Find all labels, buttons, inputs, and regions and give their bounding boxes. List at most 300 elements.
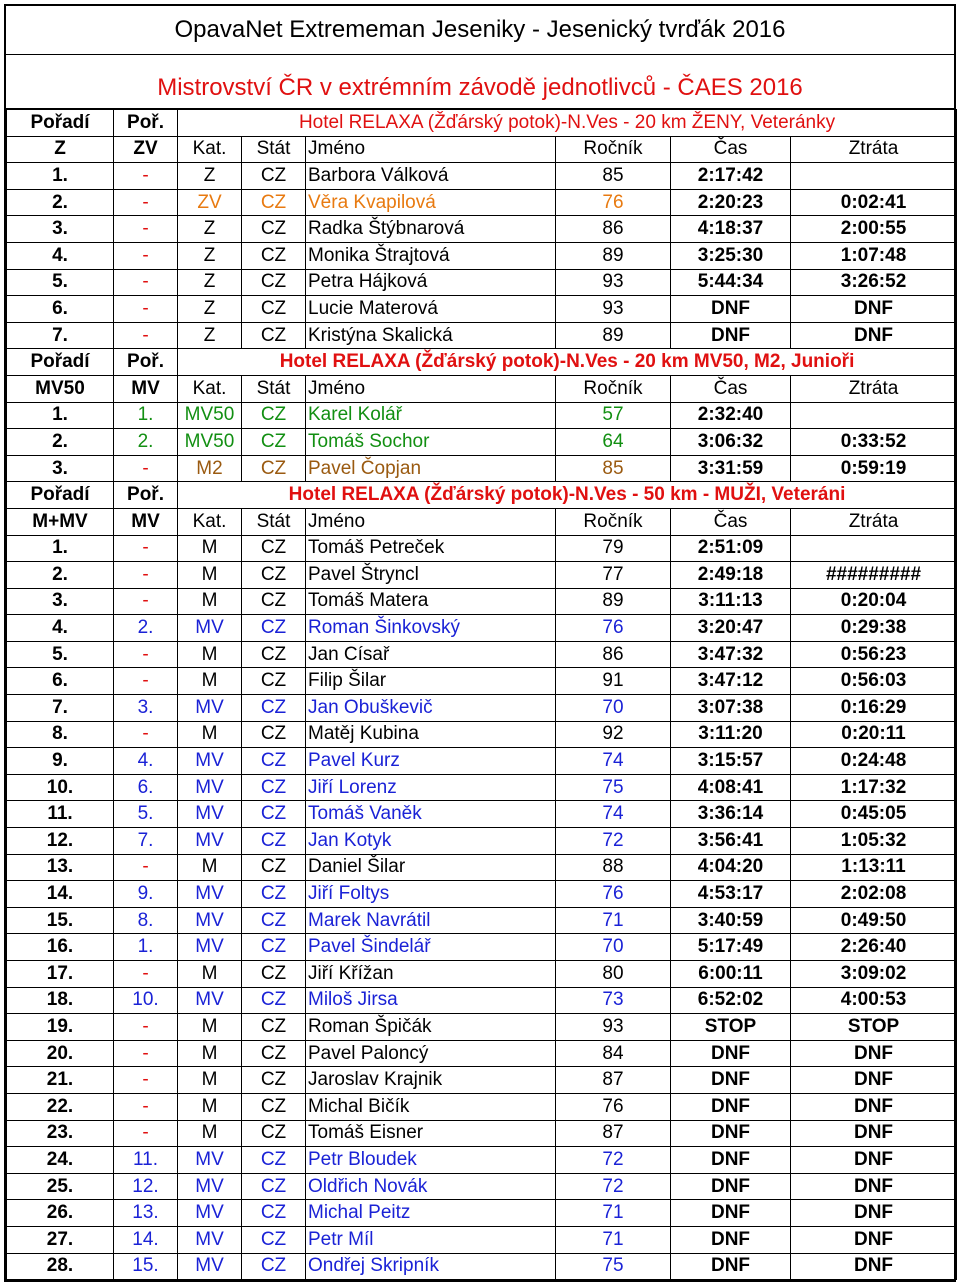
time-header: Čas xyxy=(671,508,791,535)
time-cell: 3:36:14 xyxy=(671,801,791,828)
name-cell: Daniel Šilar xyxy=(306,854,556,881)
rank-cell: 26. xyxy=(7,1200,114,1227)
table-row xyxy=(7,748,957,775)
year-cell: 77 xyxy=(556,562,671,589)
loss-cell: 0:20:11 xyxy=(791,721,957,748)
table-row xyxy=(7,668,957,695)
rank-cell: 7. xyxy=(7,695,114,722)
country-cell: CZ xyxy=(242,562,306,589)
rank-cell: 2. xyxy=(7,562,114,589)
country-cell: CZ xyxy=(242,242,306,269)
time-cell: DNF xyxy=(671,1226,791,1253)
rank-cell: 28. xyxy=(7,1253,114,1280)
country-cell: CZ xyxy=(242,163,306,190)
category-rank-cell: 13. xyxy=(114,1200,178,1227)
loss-cell: DNF xyxy=(791,1173,957,1200)
name-cell: Karel Kolář xyxy=(306,402,556,429)
category-cell: M xyxy=(178,1040,242,1067)
name-cell: Pavel Štryncl xyxy=(306,562,556,589)
rank-cell: 22. xyxy=(7,1093,114,1120)
results-table xyxy=(6,109,957,1280)
category-rank-cell: - xyxy=(114,1093,178,1120)
name-cell: Petr Bloudek xyxy=(306,1147,556,1174)
year-cell: 93 xyxy=(556,1014,671,1041)
country-cell: CZ xyxy=(242,535,306,562)
category-cell: M xyxy=(178,1067,242,1094)
category-rank-cell: 4. xyxy=(114,748,178,775)
time-cell: 4:08:41 xyxy=(671,774,791,801)
loss-cell: DNF xyxy=(791,1067,957,1094)
category-cell: Z xyxy=(178,322,242,349)
year-cell: 75 xyxy=(556,774,671,801)
results-table-body xyxy=(7,110,957,1280)
category-rank-cell: 7. xyxy=(114,828,178,855)
category-cell: Z xyxy=(178,296,242,323)
time-cell: 4:53:17 xyxy=(671,881,791,908)
time-cell: DNF xyxy=(671,1040,791,1067)
loss-cell: DNF xyxy=(791,1253,957,1280)
rank-cell: 23. xyxy=(7,1120,114,1147)
country-header: Stát xyxy=(242,508,306,535)
rank-cell: 5. xyxy=(7,269,114,296)
rank-header: M+MV xyxy=(7,508,114,535)
year-cell: 74 xyxy=(556,748,671,775)
country-cell: CZ xyxy=(242,1120,306,1147)
section-title: Hotel RELAXA (Žďárský potok)-N.Ves - 20 km ŽENY, Veteránky xyxy=(178,110,957,137)
table-row xyxy=(7,1120,957,1147)
year-cell: 72 xyxy=(556,1173,671,1200)
name-cell: Pavel Čopjan xyxy=(306,455,556,482)
loss-cell: 3:26:52 xyxy=(791,269,957,296)
country-cell: CZ xyxy=(242,881,306,908)
category-rank-cell: - xyxy=(114,322,178,349)
time-cell: 3:40:59 xyxy=(671,907,791,934)
rank-cell: 27. xyxy=(7,1226,114,1253)
category-rank-cell: - xyxy=(114,1014,178,1041)
year-header: Ročník xyxy=(556,375,671,402)
category-rank-cell: - xyxy=(114,189,178,216)
year-cell: 76 xyxy=(556,615,671,642)
country-cell: CZ xyxy=(242,1147,306,1174)
category-cell: M xyxy=(178,641,242,668)
loss-cell: 2:26:40 xyxy=(791,934,957,961)
loss-cell: 0:29:38 xyxy=(791,615,957,642)
loss-cell: 1:13:11 xyxy=(791,854,957,881)
category-rank-cell: - xyxy=(114,242,178,269)
rank-cell: 24. xyxy=(7,1147,114,1174)
time-cell: DNF xyxy=(671,1173,791,1200)
name-cell: Petr Míl xyxy=(306,1226,556,1253)
country-cell: CZ xyxy=(242,1226,306,1253)
table-row xyxy=(7,242,957,269)
table-row xyxy=(7,801,957,828)
loss-cell: 0:02:41 xyxy=(791,189,957,216)
rank2-label: Poř. xyxy=(114,110,178,137)
country-cell: CZ xyxy=(242,1253,306,1280)
loss-cell: DNF xyxy=(791,1040,957,1067)
rank-cell: 1. xyxy=(7,163,114,190)
loss-cell: 0:56:23 xyxy=(791,641,957,668)
country-cell: CZ xyxy=(242,269,306,296)
category-header: Kat. xyxy=(178,508,242,535)
name-cell: Radka Štýbnarová xyxy=(306,216,556,243)
category-cell: MV xyxy=(178,934,242,961)
category-cell: MV50 xyxy=(178,402,242,429)
time-cell: 3:06:32 xyxy=(671,429,791,456)
year-cell: 86 xyxy=(556,641,671,668)
name-cell: Ondřej Skripník xyxy=(306,1253,556,1280)
name-cell: Jiří Foltys xyxy=(306,881,556,908)
category-rank-cell: 5. xyxy=(114,801,178,828)
country-cell: CZ xyxy=(242,1014,306,1041)
category-cell: M xyxy=(178,1120,242,1147)
country-cell: CZ xyxy=(242,296,306,323)
name-header: Jméno xyxy=(306,136,556,163)
name-cell: Marek Navrátil xyxy=(306,907,556,934)
loss-header: Ztráta xyxy=(791,136,957,163)
table-row xyxy=(7,1253,957,1280)
loss-cell: DNF xyxy=(791,296,957,323)
year-cell: 86 xyxy=(556,216,671,243)
category-cell: M xyxy=(178,1014,242,1041)
country-cell: CZ xyxy=(242,668,306,695)
category-rank-cell: - xyxy=(114,854,178,881)
loss-cell: 0:16:29 xyxy=(791,695,957,722)
name-cell: Věra Kvapilová xyxy=(306,189,556,216)
time-cell: DNF xyxy=(671,1147,791,1174)
category-rank-cell: - xyxy=(114,163,178,190)
country-cell: CZ xyxy=(242,774,306,801)
time-cell: 3:56:41 xyxy=(671,828,791,855)
year-cell: 76 xyxy=(556,881,671,908)
category-rank-cell: 11. xyxy=(114,1147,178,1174)
time-header: Čas xyxy=(671,375,791,402)
rank-cell: 19. xyxy=(7,1014,114,1041)
table-row xyxy=(7,721,957,748)
country-cell: CZ xyxy=(242,721,306,748)
table-row xyxy=(7,615,957,642)
table-row xyxy=(7,455,957,482)
year-cell: 87 xyxy=(556,1067,671,1094)
category-rank-cell: - xyxy=(114,562,178,589)
rank-cell: 7. xyxy=(7,322,114,349)
loss-cell: 1:05:32 xyxy=(791,828,957,855)
category-cell: M xyxy=(178,961,242,988)
time-cell: DNF xyxy=(671,1200,791,1227)
name-cell: Matěj Kubina xyxy=(306,721,556,748)
loss-cell: 4:00:53 xyxy=(791,987,957,1014)
rank-cell: 1. xyxy=(7,535,114,562)
country-cell: CZ xyxy=(242,748,306,775)
name-cell: Roman Špičák xyxy=(306,1014,556,1041)
category-header: Kat. xyxy=(178,136,242,163)
loss-cell: 1:07:48 xyxy=(791,242,957,269)
time-cell: 6:00:11 xyxy=(671,961,791,988)
loss-header: Ztráta xyxy=(791,508,957,535)
loss-cell: 0:33:52 xyxy=(791,429,957,456)
time-cell: DNF xyxy=(671,1067,791,1094)
year-cell: 57 xyxy=(556,402,671,429)
country-cell: CZ xyxy=(242,1067,306,1094)
category-rank-header: MV xyxy=(114,375,178,402)
name-cell: Jan Kotyk xyxy=(306,828,556,855)
year-cell: 70 xyxy=(556,695,671,722)
category-rank-cell: 6. xyxy=(114,774,178,801)
rank-label: Pořadí xyxy=(7,349,114,376)
category-cell: MV xyxy=(178,881,242,908)
name-cell: Tomáš Eisner xyxy=(306,1120,556,1147)
year-cell: 85 xyxy=(556,455,671,482)
country-cell: CZ xyxy=(242,1173,306,1200)
name-cell: Roman Šinkovský xyxy=(306,615,556,642)
year-cell: 72 xyxy=(556,828,671,855)
name-cell: Michal Bičík xyxy=(306,1093,556,1120)
time-cell: DNF xyxy=(671,1120,791,1147)
year-cell: 88 xyxy=(556,854,671,881)
rank2-label: Poř. xyxy=(114,482,178,509)
name-cell: Michal Peitz xyxy=(306,1200,556,1227)
category-header: Kat. xyxy=(178,375,242,402)
time-cell: 2:51:09 xyxy=(671,535,791,562)
year-cell: 84 xyxy=(556,1040,671,1067)
name-cell: Jiří Lorenz xyxy=(306,774,556,801)
category-cell: Z xyxy=(178,242,242,269)
country-cell: CZ xyxy=(242,189,306,216)
category-rank-cell: 15. xyxy=(114,1253,178,1280)
section-title: Hotel RELAXA (Žďárský potok)-N.Ves - 20 km MV50, M2, Junioři xyxy=(178,349,957,376)
country-cell: CZ xyxy=(242,961,306,988)
table-row xyxy=(7,562,957,589)
loss-cell: 0:45:05 xyxy=(791,801,957,828)
year-cell: 76 xyxy=(556,189,671,216)
name-cell: Pavel Kurz xyxy=(306,748,556,775)
table-row xyxy=(7,1200,957,1227)
category-rank-cell: - xyxy=(114,535,178,562)
rank-cell: 12. xyxy=(7,828,114,855)
name-cell: Kristýna Skalická xyxy=(306,322,556,349)
category-rank-cell: 9. xyxy=(114,881,178,908)
category-rank-cell: 8. xyxy=(114,907,178,934)
name-cell: Jiří Křížan xyxy=(306,961,556,988)
time-cell: 3:15:57 xyxy=(671,748,791,775)
name-cell: Tomáš Petreček xyxy=(306,535,556,562)
loss-cell: DNF xyxy=(791,1147,957,1174)
table-row xyxy=(7,987,957,1014)
year-cell: 71 xyxy=(556,907,671,934)
country-cell: CZ xyxy=(242,216,306,243)
section-header-row xyxy=(7,482,957,509)
year-cell: 87 xyxy=(556,1120,671,1147)
table-row xyxy=(7,1173,957,1200)
time-cell: 3:11:20 xyxy=(671,721,791,748)
time-cell: 3:20:47 xyxy=(671,615,791,642)
category-cell: M xyxy=(178,1093,242,1120)
rank-cell: 11. xyxy=(7,801,114,828)
year-cell: 80 xyxy=(556,961,671,988)
category-cell: MV50 xyxy=(178,429,242,456)
rank-cell: 15. xyxy=(7,907,114,934)
year-cell: 70 xyxy=(556,934,671,961)
category-cell: MV xyxy=(178,828,242,855)
name-cell: Oldřich Novák xyxy=(306,1173,556,1200)
rank-cell: 13. xyxy=(7,854,114,881)
category-rank-header: ZV xyxy=(114,136,178,163)
year-cell: 71 xyxy=(556,1200,671,1227)
rank-header: MV50 xyxy=(7,375,114,402)
rank-label: Pořadí xyxy=(7,110,114,137)
rank-cell: 4. xyxy=(7,242,114,269)
category-cell: MV xyxy=(178,1253,242,1280)
loss-cell: 2:02:08 xyxy=(791,881,957,908)
year-cell: 71 xyxy=(556,1226,671,1253)
time-cell: 3:07:38 xyxy=(671,695,791,722)
rank-cell: 3. xyxy=(7,455,114,482)
year-cell: 89 xyxy=(556,242,671,269)
rank-cell: 2. xyxy=(7,429,114,456)
section-header-row xyxy=(7,110,957,137)
time-cell: 5:44:34 xyxy=(671,269,791,296)
country-cell: CZ xyxy=(242,615,306,642)
table-row xyxy=(7,641,957,668)
name-header: Jméno xyxy=(306,508,556,535)
country-cell: CZ xyxy=(242,854,306,881)
table-row xyxy=(7,588,957,615)
rank-label: Pořadí xyxy=(7,482,114,509)
country-cell: CZ xyxy=(242,695,306,722)
column-header-row xyxy=(7,136,957,163)
time-header: Čas xyxy=(671,136,791,163)
rank-cell: 25. xyxy=(7,1173,114,1200)
table-row xyxy=(7,907,957,934)
table-row xyxy=(7,1067,957,1094)
name-cell: Tomáš Sochor xyxy=(306,429,556,456)
loss-cell: 3:09:02 xyxy=(791,961,957,988)
country-cell: CZ xyxy=(242,429,306,456)
year-cell: 73 xyxy=(556,987,671,1014)
loss-header: Ztráta xyxy=(791,375,957,402)
year-cell: 72 xyxy=(556,1147,671,1174)
table-row xyxy=(7,296,957,323)
loss-cell: ######### xyxy=(791,562,957,589)
time-cell: DNF xyxy=(671,322,791,349)
country-cell: CZ xyxy=(242,1200,306,1227)
rank-cell: 14. xyxy=(7,881,114,908)
table-row xyxy=(7,429,957,456)
time-cell: 4:18:37 xyxy=(671,216,791,243)
table-row xyxy=(7,1014,957,1041)
name-cell: Jan Obuškevič xyxy=(306,695,556,722)
time-cell: 2:20:23 xyxy=(671,189,791,216)
category-rank-cell: 1. xyxy=(114,402,178,429)
category-rank-cell: - xyxy=(114,216,178,243)
table-row xyxy=(7,881,957,908)
rank-cell: 17. xyxy=(7,961,114,988)
table-row xyxy=(7,1093,957,1120)
time-cell: 3:31:59 xyxy=(671,455,791,482)
year-cell: 91 xyxy=(556,668,671,695)
loss-cell: 2:00:55 xyxy=(791,216,957,243)
name-cell: Monika Štrajtová xyxy=(306,242,556,269)
table-row xyxy=(7,402,957,429)
category-cell: MV xyxy=(178,987,242,1014)
time-cell: DNF xyxy=(671,1093,791,1120)
category-cell: MV xyxy=(178,695,242,722)
category-cell: M xyxy=(178,535,242,562)
category-cell: M xyxy=(178,588,242,615)
table-row xyxy=(7,322,957,349)
country-cell: CZ xyxy=(242,455,306,482)
category-rank-cell: - xyxy=(114,1067,178,1094)
category-cell: MV xyxy=(178,801,242,828)
category-cell: MV xyxy=(178,748,242,775)
year-header: Ročník xyxy=(556,508,671,535)
time-cell: DNF xyxy=(671,1253,791,1280)
category-cell: MV xyxy=(178,907,242,934)
year-cell: 74 xyxy=(556,801,671,828)
category-rank-cell: 2. xyxy=(114,429,178,456)
time-cell: 3:25:30 xyxy=(671,242,791,269)
rank-cell: 3. xyxy=(7,588,114,615)
table-row xyxy=(7,163,957,190)
loss-cell: 0:49:50 xyxy=(791,907,957,934)
section-header-row xyxy=(7,349,957,376)
loss-cell: 0:59:19 xyxy=(791,455,957,482)
loss-cell: 1:17:32 xyxy=(791,774,957,801)
year-header: Ročník xyxy=(556,136,671,163)
table-row xyxy=(7,1226,957,1253)
year-cell: 76 xyxy=(556,1093,671,1120)
category-rank-cell: - xyxy=(114,1040,178,1067)
name-cell: Petra Hájková xyxy=(306,269,556,296)
category-cell: M xyxy=(178,668,242,695)
category-rank-cell: - xyxy=(114,296,178,323)
loss-cell: DNF xyxy=(791,1120,957,1147)
time-cell: 3:47:12 xyxy=(671,668,791,695)
year-cell: 64 xyxy=(556,429,671,456)
country-cell: CZ xyxy=(242,322,306,349)
loss-cell: STOP xyxy=(791,1014,957,1041)
table-row xyxy=(7,934,957,961)
name-cell: Pavel Šindelář xyxy=(306,934,556,961)
category-rank-cell: 2. xyxy=(114,615,178,642)
category-cell: ZV xyxy=(178,189,242,216)
table-row xyxy=(7,774,957,801)
country-cell: CZ xyxy=(242,801,306,828)
rank-cell: 21. xyxy=(7,1067,114,1094)
time-cell: 5:17:49 xyxy=(671,934,791,961)
section-title: Hotel RELAXA (Žďárský potok)-N.Ves - 50 km - MUŽI, Veteráni xyxy=(178,482,957,509)
time-cell: 2:17:42 xyxy=(671,163,791,190)
name-cell: Filip Šilar xyxy=(306,668,556,695)
category-cell: MV xyxy=(178,1147,242,1174)
year-cell: 79 xyxy=(556,535,671,562)
loss-cell: 0:20:04 xyxy=(791,588,957,615)
country-cell: CZ xyxy=(242,588,306,615)
table-row xyxy=(7,216,957,243)
year-cell: 89 xyxy=(556,588,671,615)
category-rank-cell: - xyxy=(114,961,178,988)
category-rank-cell: 12. xyxy=(114,1173,178,1200)
loss-cell xyxy=(791,402,957,429)
name-cell: Tomáš Vaněk xyxy=(306,801,556,828)
results-sheet xyxy=(4,4,956,1282)
category-cell: MV xyxy=(178,615,242,642)
category-cell: MV xyxy=(178,1226,242,1253)
table-row xyxy=(7,269,957,296)
rank-cell: 9. xyxy=(7,748,114,775)
country-cell: CZ xyxy=(242,934,306,961)
rank-cell: 4. xyxy=(7,615,114,642)
